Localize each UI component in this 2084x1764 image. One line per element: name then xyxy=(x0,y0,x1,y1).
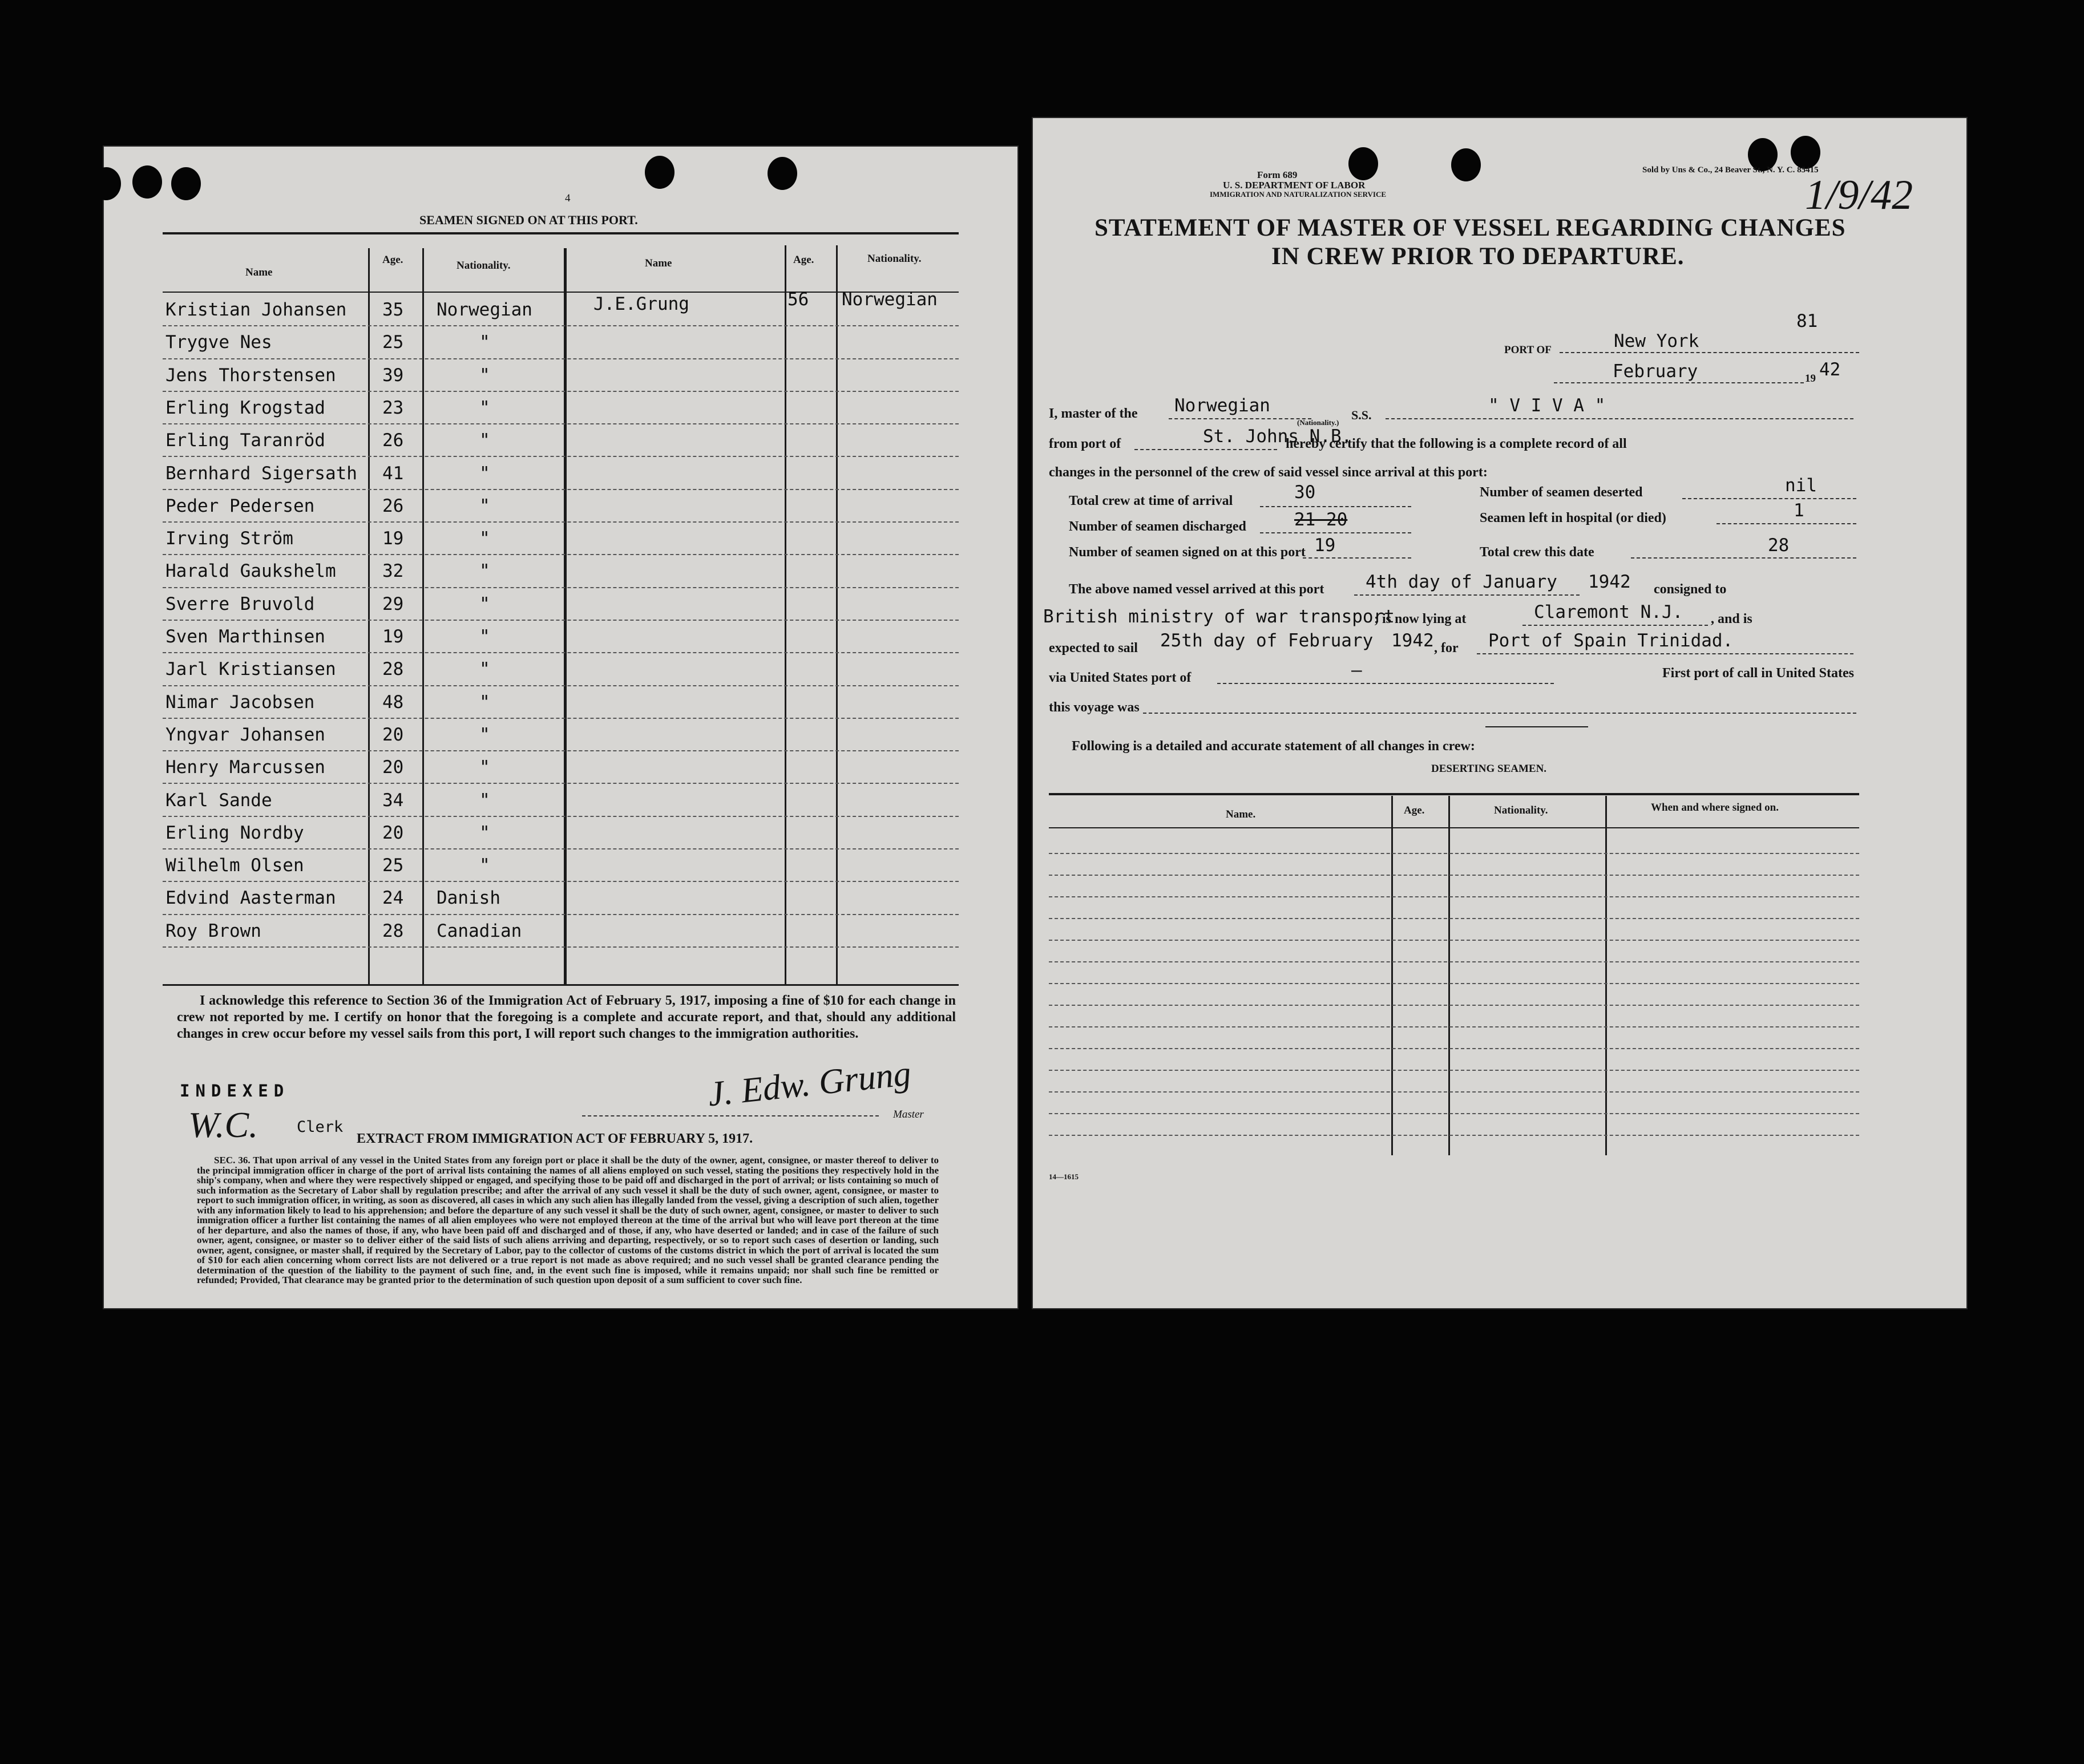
row-rule xyxy=(163,521,959,523)
line xyxy=(1260,506,1411,507)
line xyxy=(1217,683,1554,684)
deserting-row-rule xyxy=(1049,1026,1859,1027)
crew-name: Erling Nordby xyxy=(165,822,304,843)
crew-nationality: " xyxy=(479,757,490,778)
line xyxy=(1717,523,1856,524)
crew-nationality: " xyxy=(479,430,490,451)
col-header-name: Name xyxy=(245,266,273,278)
service: IMMIGRATION AND NATURALIZATION SERVICE xyxy=(1210,190,1387,199)
certify-text: hereby certify that the following is a complete record of all xyxy=(1286,436,1627,451)
statement-title-line-2: IN CREW PRIOR TO DEPARTURE. xyxy=(1271,243,1685,270)
line xyxy=(1522,625,1708,626)
nationality-caption: (Nationality.) xyxy=(1297,418,1339,427)
line xyxy=(1477,653,1853,654)
crew-name: Harald Gaukshelm xyxy=(165,561,336,582)
row-rule xyxy=(163,554,959,555)
crew-age: 26 xyxy=(382,495,404,516)
serial-number: 81 xyxy=(1796,311,1818,331)
crew-age: 24 xyxy=(382,888,404,909)
crew-nationality: " xyxy=(479,790,490,811)
crew-name: Jens Thorstensen xyxy=(165,365,336,386)
expected-label: expected to sail xyxy=(1049,641,1138,656)
table-row xyxy=(103,459,959,491)
row-rule xyxy=(163,423,959,424)
crew-nationality: " xyxy=(479,593,490,614)
line xyxy=(1303,557,1411,559)
row-rule xyxy=(163,848,959,849)
crew-age: 20 xyxy=(382,822,404,843)
port-value: New York xyxy=(1614,331,1699,351)
crew-nationality: " xyxy=(479,528,490,549)
crew-age: 26 xyxy=(382,430,404,451)
row-rule xyxy=(163,946,959,948)
row-rule xyxy=(163,881,959,882)
punch-hole xyxy=(1451,148,1481,181)
table-row xyxy=(103,426,959,458)
short-rule xyxy=(1485,726,1588,727)
table-bottom-rule xyxy=(163,984,959,986)
table-row xyxy=(103,916,959,949)
deserting-header-when: When and where signed on. xyxy=(1651,802,1779,814)
crew-nationality: " xyxy=(479,626,490,647)
col-header-age-2: Age. xyxy=(793,254,814,266)
via-label: via United States port of xyxy=(1049,670,1192,685)
col-header-nationality-2: Nationality. xyxy=(867,253,922,265)
total-crew-date-label: Total crew this date xyxy=(1480,545,1594,560)
table-row xyxy=(103,786,959,818)
deserting-row-rule xyxy=(1049,940,1859,941)
seamen-signed-title: SEAMEN SIGNED ON AT THIS PORT. xyxy=(419,213,638,227)
crew-age: 25 xyxy=(382,332,404,353)
deserting-title: DESERTING SEAMEN. xyxy=(1431,763,1547,775)
punch-hole xyxy=(645,156,675,189)
clerk-initials: W.C. xyxy=(188,1104,259,1145)
punch-hole xyxy=(1348,147,1378,180)
crew-age: 32 xyxy=(382,561,404,582)
table-row xyxy=(103,622,959,654)
row-rule xyxy=(163,816,959,817)
nationality-line xyxy=(1169,418,1311,419)
deserting-header-age: Age. xyxy=(1404,804,1425,816)
row-rule xyxy=(163,652,959,653)
crew-nationality: " xyxy=(479,463,490,484)
deserting-divider xyxy=(1391,796,1393,1155)
row-rule xyxy=(163,685,959,686)
deserted-value: nil xyxy=(1785,475,1817,496)
crew-name: Sven Marthinsen xyxy=(165,626,325,647)
crew-age: 23 xyxy=(382,397,404,418)
arrived-date: 4th day of January xyxy=(1366,572,1557,592)
deserting-row-rule xyxy=(1049,961,1859,962)
table-row xyxy=(103,327,959,360)
department: U. S. DEPARTMENT OF LABOR xyxy=(1223,180,1366,191)
year-value: 42 xyxy=(1819,359,1841,380)
crew-age: 41 xyxy=(382,463,404,484)
crew-name: Irving Ström xyxy=(165,528,293,549)
crew-name: Henry Marcussen xyxy=(165,757,325,778)
crew-name: Wilhelm Olsen xyxy=(165,855,304,876)
deserting-row-rule xyxy=(1049,875,1859,876)
table-row xyxy=(103,556,959,589)
crew-nationality: " xyxy=(479,365,490,386)
deserting-row-rule xyxy=(1049,1005,1859,1006)
crew-name: Roy Brown xyxy=(165,920,261,941)
deserting-header-nationality: Nationality. xyxy=(1494,804,1548,816)
line xyxy=(1143,713,1856,714)
total-crew-date-value: 28 xyxy=(1768,535,1790,556)
crew-name: Nimar Jacobsen xyxy=(165,691,315,713)
table-row xyxy=(103,883,959,916)
signed-on-value: 19 xyxy=(1314,535,1336,556)
crew-age: 29 xyxy=(382,593,404,614)
crew-name: Karl Sande xyxy=(165,790,272,811)
crew-age: 34 xyxy=(382,790,404,811)
deserting-row-rule xyxy=(1049,896,1859,897)
crew-nationality: " xyxy=(479,332,490,353)
crew-name: Jarl Kristiansen xyxy=(165,659,336,680)
table-row xyxy=(103,720,959,752)
deserting-row-rule xyxy=(1049,1070,1859,1071)
crew-age: 28 xyxy=(382,659,404,680)
row-rule xyxy=(163,718,959,719)
signed-on-label: Number of seamen signed on at this port xyxy=(1069,545,1306,560)
crew-name: Edvind Aasterman xyxy=(165,888,336,909)
master-signature: J. Edw. Grung xyxy=(706,1054,913,1114)
total-crew-arrival-value: 30 xyxy=(1294,482,1316,503)
signature-line xyxy=(582,1115,879,1116)
punch-hole xyxy=(103,167,121,200)
crew-age: 20 xyxy=(382,724,404,745)
handwritten-date: 1/9/42 xyxy=(1805,172,1913,219)
row-rule xyxy=(163,325,959,326)
sail-year: 1942 xyxy=(1391,630,1434,651)
hospital-label: Seamen left in hospital (or died) xyxy=(1480,511,1666,525)
crew-age: 39 xyxy=(382,365,404,386)
following-label: Following is a detailed and accurate statement of all changes in crew: xyxy=(1072,739,1475,754)
row-rule xyxy=(163,391,959,392)
line xyxy=(1682,498,1856,499)
table-row xyxy=(103,491,959,524)
table-row xyxy=(103,752,959,785)
col-header-nationality: Nationality. xyxy=(457,260,511,272)
ss-label: S.S. xyxy=(1351,408,1372,422)
crew-name: Bernhard Sigersath xyxy=(165,463,357,484)
deserting-row-rule xyxy=(1049,918,1859,919)
from-port-line xyxy=(1134,449,1277,450)
hospital-value: 1 xyxy=(1794,500,1804,521)
crew-name: Peder Pedersen xyxy=(165,495,315,516)
crew-nationality: " xyxy=(479,855,490,876)
table-row xyxy=(103,589,959,622)
lying-label: ; is now lying at xyxy=(1374,612,1467,626)
consigned-label: consigned to xyxy=(1654,582,1727,597)
punch-hole xyxy=(1791,136,1820,169)
punch-hole xyxy=(132,165,162,199)
port-label: PORT OF xyxy=(1504,344,1552,356)
deserting-divider xyxy=(1448,796,1450,1155)
extract-text: SEC. 36. That upon arrival of any vessel in the United States from any foreign port or place it shall be the duty of the owner, agent, consignee, or master thereof to deliver to the principal immigration officer in charge of the port of arrival lists containing the names of all aliens employed on such vessel, stating the positions they respectively hold in the ship's company, when and where they were respectively shipped or engaged, and specifying those to be paid off and discharged in the port of arrival; or lists containing so much of such information as the Secretary of Labor shall by regulation prescribe; and after the arrival of any such vessel it shall be the duty of such owner, agent, consignee, or master to report to such immigration officer, in writing, as soon as discovered, all cases in which any such alien has illegally landed from the vessel, giving a description of such alien, together with any information likely to lead to his apprehension; and before the departure of any such vessel it shall be the duty of such owner, agent, consignee, or master to deliver to such immigration officer a further list containing the names of all alien employees who were not employed thereon at the time of the arrival but who will leave port thereon at the time of her departure, and also the names of those, if any, who have been paid off and discharged and of those, if any, who have deserted or landed; and in case of the failure of such owner, agent, consignee, or master so to deliver either of the said lists of such aliens arriving and departing, respectively, or so to report such cases of desertion or landing, such owner, agent, consignee, or master shall, if required by the Secretary of Labor, pay to the collector of customs of the customs district in which the port of arrival is located the sum of $10 for each alien concerning whom correct lists are not delivered or a true report is not made as above required; and no such vessel shall be granted clearance pending the determination of the question of the liability to the payment of such fine, and, in the event such fine is imposed, while it remains unpaid; nor shall such fine be remitted or refunded; Provided, That clearance may be granted prior to the determination of such question upon deposit of a sum sufficient to cover such fine. xyxy=(197,1155,939,1285)
crew-nationality: " xyxy=(479,822,490,843)
deserting-header-name: Name. xyxy=(1226,808,1256,820)
deserting-row-rule xyxy=(1049,853,1859,854)
vessel-name: " V I V A " xyxy=(1488,395,1606,416)
form-number: Form 689 xyxy=(1257,169,1298,180)
row-rule xyxy=(163,620,959,621)
table-row xyxy=(103,654,959,687)
indexed-stamp: INDEXED xyxy=(180,1081,290,1101)
from-port-label: from port of xyxy=(1049,436,1121,451)
crew-name: Erling Taranröd xyxy=(165,430,325,451)
discharged-value: 21 20 xyxy=(1294,509,1348,530)
crew-name: Kristian Johansen xyxy=(165,300,347,320)
col-header-name-2: Name xyxy=(645,257,672,269)
table-row xyxy=(103,524,959,556)
lying-value: Claremont N.J. xyxy=(1534,602,1683,622)
master-name: J.E.Grung xyxy=(593,294,689,314)
crew-age: 19 xyxy=(382,528,404,549)
row-rule xyxy=(163,783,959,784)
deserting-row-rule xyxy=(1049,1091,1859,1093)
first-port-label: First port of call in United States xyxy=(1662,666,1854,681)
table-row xyxy=(103,361,959,393)
punch-hole xyxy=(171,167,201,200)
table-row xyxy=(103,687,959,720)
arrived-label: The above named vessel arrived at this port xyxy=(1069,582,1324,597)
crew-nationality: " xyxy=(479,724,490,745)
voyage-label: this voyage was xyxy=(1049,700,1140,715)
left-page xyxy=(103,145,1019,1309)
crew-nationality: Canadian xyxy=(437,920,522,941)
changes-text: changes in the personnel of the crew of said vessel since arrival at this port: xyxy=(1049,465,1488,480)
crew-age: 25 xyxy=(382,855,404,876)
deserting-row-rule xyxy=(1049,1113,1859,1114)
crew-nationality: " xyxy=(479,397,490,418)
col-header-age: Age. xyxy=(382,254,403,266)
line xyxy=(1354,594,1580,596)
acknowledgement-text: I acknowledge this reference to Section 36 of the Immigration Act of February 5, 1917, imposing a fine of $10 for each change in crew not reported by me. I certify on honor that the foregoing is a complete and accurate report, and that, should any additional changes in crew occur before my vessel sails from this port, I will report such changes to the immigration authorities. xyxy=(177,993,956,1041)
crew-nationality: " xyxy=(479,495,490,516)
line xyxy=(1631,557,1856,559)
table-row xyxy=(103,818,959,851)
discharged-label: Number of seamen discharged xyxy=(1069,519,1246,534)
header-bottom-rule xyxy=(163,292,959,293)
consignee-value: British ministry of war transport xyxy=(1043,606,1395,627)
row-rule xyxy=(163,914,959,915)
clerk-label: Clerk xyxy=(297,1118,344,1136)
sail-date: 25th day of February xyxy=(1160,630,1374,651)
deserting-row-rule xyxy=(1049,1048,1859,1049)
arrived-year: 1942 xyxy=(1588,572,1631,592)
crew-name: Trygve Nes xyxy=(165,332,272,353)
master-nationality: Norwegian xyxy=(842,289,938,310)
from-port-value: St. Johns N.B. xyxy=(1203,426,1352,447)
table-row xyxy=(103,295,959,327)
deserting-header-rule xyxy=(1049,827,1859,828)
row-rule xyxy=(163,489,959,490)
nationality-value: Norwegian xyxy=(1174,395,1270,416)
table-top-rule xyxy=(163,232,959,234)
table-row xyxy=(103,393,959,426)
for-label: , for xyxy=(1434,641,1459,656)
crew-nationality: Norwegian xyxy=(437,300,532,320)
crew-age: 48 xyxy=(382,691,404,713)
master-label: Master xyxy=(893,1108,924,1120)
crew-name: Erling Krogstad xyxy=(165,397,325,418)
row-rule xyxy=(163,750,959,751)
deserting-row-rule xyxy=(1049,983,1859,984)
crew-name: Yngvar Johansen xyxy=(165,724,325,745)
master-of-label: I, master of the xyxy=(1049,406,1138,421)
crew-nationality: " xyxy=(479,561,490,582)
deserted-label: Number of seamen deserted xyxy=(1480,485,1643,500)
row-rule xyxy=(163,358,959,359)
vessel-line xyxy=(1386,418,1853,419)
and-is-label: , and is xyxy=(1711,612,1752,626)
punch-hole xyxy=(768,157,797,190)
via-value: — xyxy=(1351,660,1362,681)
line xyxy=(1260,532,1411,533)
printer-note: Sold by Uns & Co., 24 Beaver St., N. Y. C. 85415 xyxy=(1642,165,1819,175)
footer-code: 14—1615 xyxy=(1049,1172,1079,1181)
row-rule xyxy=(163,456,959,457)
table-row xyxy=(103,851,959,883)
date-line xyxy=(1554,382,1804,383)
deserting-divider xyxy=(1605,796,1607,1155)
deserting-row-rule xyxy=(1049,1135,1859,1136)
crew-nationality: " xyxy=(479,659,490,680)
crew-age: 20 xyxy=(382,757,404,778)
total-crew-arrival-label: Total crew at time of arrival xyxy=(1069,493,1233,508)
port-line xyxy=(1560,352,1859,353)
crew-name: Sverre Bruvold xyxy=(165,593,315,614)
destination-value: Port of Spain Trinidad. xyxy=(1488,630,1734,651)
crew-nationality: " xyxy=(479,691,490,713)
page-number: 4 xyxy=(565,192,571,204)
crew-age: 28 xyxy=(382,920,404,941)
date-month: February xyxy=(1613,361,1698,382)
right-page xyxy=(1032,117,1968,1309)
crew-age: 19 xyxy=(382,626,404,647)
crew-age: 35 xyxy=(382,300,404,320)
crew-nationality: Danish xyxy=(437,888,500,909)
extract-title: EXTRACT FROM IMMIGRATION ACT OF FEBRUARY 5, 1917. xyxy=(357,1131,753,1146)
statement-title-line-1: STATEMENT OF MASTER OF VESSEL REGARDING CHANGES xyxy=(1094,215,1846,241)
deserting-top-rule xyxy=(1049,793,1859,795)
year-prefix: 19 xyxy=(1805,373,1816,385)
row-rule xyxy=(163,587,959,588)
master-age: 56 xyxy=(787,289,809,310)
